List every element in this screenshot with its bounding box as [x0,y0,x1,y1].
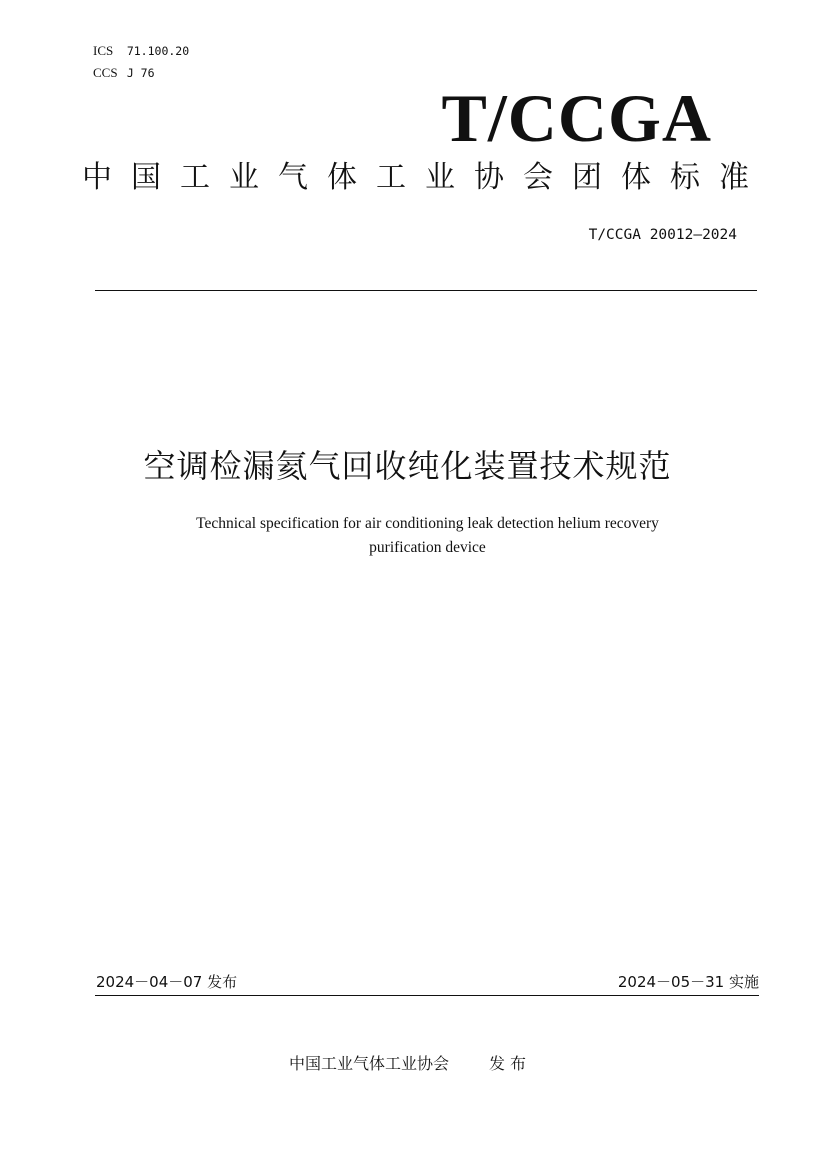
ics-line [93,40,189,62]
document-title-chinese: 空调检漏氦气回收纯化装置技术规范 [143,447,672,485]
header-divider [95,290,757,291]
footer-divider [95,995,759,996]
ccs-line [93,62,189,84]
ccs-value: J 76 [126,66,155,80]
issue-date: 2024－04－07 发布 [96,973,238,991]
document-title-english [100,512,755,560]
ccs-label: CCS [93,65,118,80]
publisher-name: 中国工业气体工业协会 [288,1054,449,1073]
english-title-line-1: Technical specification for air conditioning leak detection helium recovery [196,515,659,532]
implementation-date: 2024－05－31 实施 [617,973,759,991]
publish-word: 发 布 [488,1054,527,1073]
ics-value: 71.100.20 [126,44,190,58]
standard-number: T/CCGA 20012—2024 [588,227,737,243]
standard-logo: T/CCGA [441,80,712,156]
english-title-line-2: purification device [369,539,486,556]
classification-codes [93,40,189,84]
organization-title: 中国工业气体工业协会团体标准 [82,160,768,195]
ics-label: ICS [93,43,114,58]
publisher-line [0,1050,815,1078]
